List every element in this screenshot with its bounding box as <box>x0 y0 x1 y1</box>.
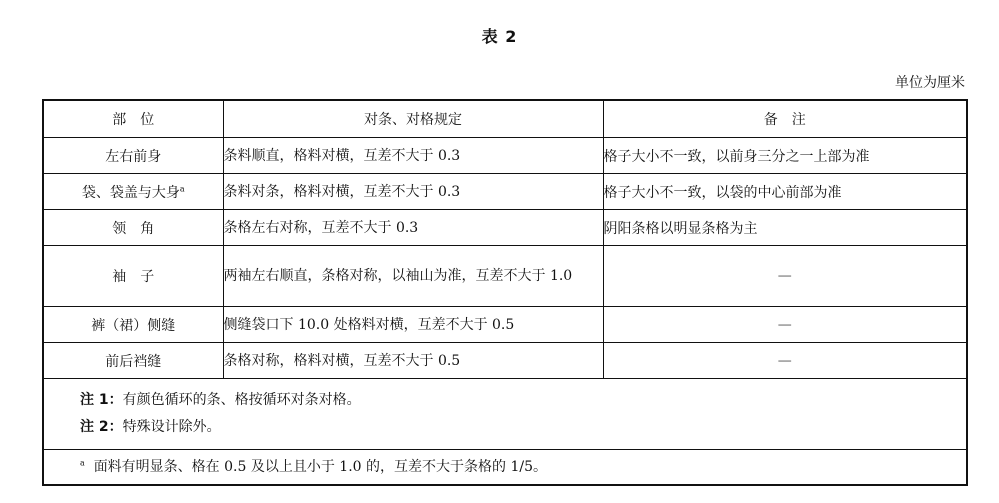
header-rule: 对条、对格规定 <box>223 100 603 138</box>
header-row <box>43 100 967 138</box>
part-label: 袋、袋盖与大身 <box>81 184 180 201</box>
part-cell <box>43 174 223 210</box>
note-1-text: 有颜色循环的条、格按循环对条对格。 <box>122 392 361 408</box>
rule-cell: 两袖左右顺直，条格对称，以袖山为准，互差不大于 1.0 <box>223 246 603 307</box>
footnote-row <box>43 450 967 486</box>
table-row <box>43 210 967 246</box>
rule-cell: 条料顺直，格料对横，互差不大于 0.3 <box>223 138 603 174</box>
note-cell: — <box>603 246 967 307</box>
footnote-marker: a <box>80 458 85 468</box>
note-2-text: 特殊设计除外。 <box>122 419 221 435</box>
rule-cell: 条格对称，格料对横，互差不大于 0.5 <box>223 343 603 379</box>
part-label: 袖 子 <box>112 269 155 285</box>
note-2 <box>80 414 966 441</box>
footnote-cell <box>43 450 967 486</box>
note-cell: — <box>603 343 967 379</box>
footnote-marker: a <box>179 183 185 193</box>
rule-cell: 条格左右对称，互差不大于 0.3 <box>223 210 603 246</box>
header-note: 备 注 <box>603 100 967 138</box>
unit-label: 单位为厘米 <box>895 75 965 91</box>
note-cell: 阴阳条格以明显条格为主 <box>603 210 967 246</box>
note-1 <box>80 387 966 414</box>
rule-cell: 侧缝袋口下 10.0 处格料对横，互差不大于 0.5 <box>223 307 603 343</box>
table-row <box>43 138 967 174</box>
part-label: 左右前身 <box>105 148 162 165</box>
table-title: 表 2 <box>481 27 518 46</box>
table-row <box>43 343 967 379</box>
part-cell <box>43 246 223 307</box>
table-row <box>43 307 967 343</box>
part-cell <box>43 210 223 246</box>
spec-table <box>42 99 968 486</box>
rule-cell: 条料对条，格料对横，互差不大于 0.3 <box>223 174 603 210</box>
part-cell <box>43 307 223 343</box>
note-2-label: 注 2： <box>80 419 123 435</box>
note-cell: 格子大小不一致，以前身三分之一上部为准 <box>603 138 967 174</box>
header-part: 部 位 <box>43 100 223 138</box>
part-cell <box>43 138 223 174</box>
table-row <box>43 246 967 307</box>
part-cell <box>43 343 223 379</box>
notes-row <box>43 379 967 450</box>
table-row <box>43 174 967 210</box>
footnote-text: 面料有明显条、格在 0.5 及以上且小于 1.0 的，互差不大于条格的 1/5。 <box>93 459 547 475</box>
part-label: 裤（裙）侧缝 <box>91 317 176 334</box>
note-1-label: 注 1： <box>80 392 123 408</box>
note-cell: 格子大小不一致，以袋的中心前部为准 <box>603 174 967 210</box>
part-label: 前后裆缝 <box>105 353 162 370</box>
part-label: 领 角 <box>112 220 155 237</box>
note-cell: — <box>603 307 967 343</box>
notes-cell <box>43 379 967 450</box>
